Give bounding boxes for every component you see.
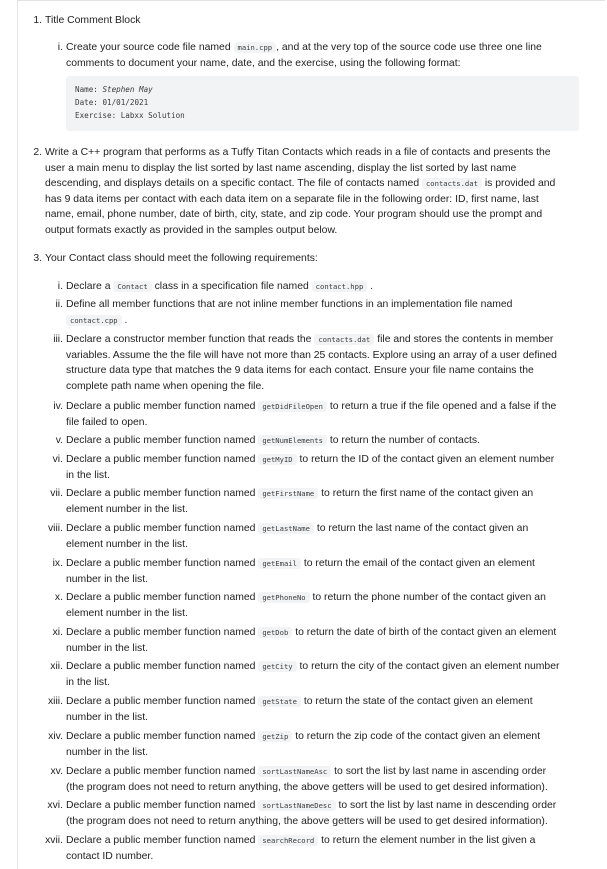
paragraph-line: Write a C++ program that performs as a Tuffy Titan Contacts which reads in a file of contacts and presents the bbox=[45, 147, 551, 158]
code-line-name: Name: Stephen May bbox=[75, 85, 153, 94]
inline-code: sortLastNameAsc bbox=[258, 766, 331, 777]
item-text: comments to document your name, date, and the exercise, using the following format: bbox=[66, 57, 461, 69]
requirement-item: xv. Declare a public member function named sortLastNameAsc to sort the list by last name in ascending order (the program does not need to return anything, the above getters will be used to get desired information). bbox=[50, 766, 548, 793]
inline-code: getPhoneNo bbox=[258, 592, 309, 603]
item-numeral: xiv. bbox=[48, 731, 63, 742]
requirement-item: xii. Declare a public member function named getCity to return the city of the contact given an element number in the list. bbox=[50, 661, 560, 688]
requirement-item: vii. Declare a public member function named getFirstName to return the first name of the contact given an element number in the list. bbox=[50, 488, 534, 515]
section-1-number: 1. bbox=[33, 15, 42, 26]
inline-code: getMyID bbox=[258, 454, 296, 465]
inline-code: getDidFileOpen bbox=[258, 401, 327, 412]
inline-code: searchRecord bbox=[258, 835, 318, 846]
inline-code: contact.cpp bbox=[66, 315, 122, 326]
item-numeral: ix. bbox=[52, 558, 63, 569]
item-numeral: xii. bbox=[50, 661, 63, 672]
inline-code: Contact bbox=[113, 281, 151, 292]
item-numeral: viii. bbox=[47, 523, 63, 534]
item-numeral: ii. bbox=[55, 299, 63, 310]
inline-code: main.cpp bbox=[234, 42, 277, 53]
item-text: , and at the very top of the source code use three one line bbox=[276, 42, 542, 53]
item-numeral: i. bbox=[57, 281, 63, 292]
paragraph-line: name, email, phone number, date of birth, city, state, and zip code. Your program should use the prompt and bbox=[45, 209, 543, 220]
item-numeral: xv. bbox=[50, 766, 63, 777]
item-numeral: xiii. bbox=[47, 696, 63, 707]
requirement-item: x. Declare a public member function named getPhoneNo to return the phone number of the contact given an element number in the list. bbox=[54, 592, 546, 619]
paragraph-line: output formats exactly as provided in the samples output below. bbox=[45, 224, 338, 236]
inline-code: getCity bbox=[258, 661, 296, 672]
section-1-item-i bbox=[57, 40, 586, 71]
code-line-exercise: Exercise: Labxx Solution bbox=[75, 111, 185, 120]
section-3-title: Your Contact class should meet the following requirements: bbox=[45, 253, 318, 264]
paragraph-line: descending, and displays details on a specific contact. The file of contacts named contacts.dat is provided and bbox=[45, 178, 556, 189]
requirement-item: iv. Declare a public member function named getDidFileOpen to return a true if the file opened and a false if the file failed to open. bbox=[53, 401, 557, 428]
section-3 bbox=[33, 251, 318, 267]
requirement-item: ix. Declare a public member function named getEmail to return the email of the contact given an element number in the list. bbox=[52, 558, 535, 585]
requirement-item: iii. Declare a constructor member function that reads the contacts.dat file and stores the contents in member variables. Assume the the file will have not more than 25 contacts. Explore using an array of a user defined structure data type that matches the 9 data items for each contact. Ensure your file name contains the complete path name when opening the file. bbox=[53, 334, 557, 392]
item-text: Create your source code file named bbox=[66, 42, 231, 53]
inline-code: getZip bbox=[258, 731, 292, 742]
inline-code: getDob bbox=[258, 627, 292, 638]
item-numeral: x. bbox=[54, 592, 63, 603]
item-numeral: vii. bbox=[50, 488, 63, 499]
item-numeral: v. bbox=[55, 435, 63, 446]
item-numeral: vi. bbox=[52, 454, 63, 465]
inline-code: getFirstName bbox=[258, 488, 318, 499]
section-1 bbox=[33, 13, 141, 29]
inline-code: getNumElements bbox=[258, 435, 327, 446]
requirement-item: xvii. Declare a public member function named searchRecord to return the element number in the list given a contact ID number. bbox=[45, 835, 536, 862]
paragraph-line: has 9 data items per contact with each data item on a separate file in the following order: ID, first name, last bbox=[45, 193, 539, 205]
inline-code: contacts.dat bbox=[422, 178, 482, 189]
section-1-title: Title Comment Block bbox=[45, 15, 141, 26]
requirement-item: xvi. Declare a public member function named sortLastNameDesc to sort the list by last name in descending order (the program does not need to return anything, the above getters will be used to get desired information). bbox=[47, 800, 557, 827]
paragraph-line: user a main menu to display the list sorted by last name ascending, display the list sorted by last name bbox=[45, 162, 517, 174]
requirement-item: viii. Declare a public member function named getLastName to return the last name of the contact given an element number in the list. bbox=[47, 523, 529, 550]
inline-code: contacts.dat bbox=[314, 334, 374, 345]
requirement-item: xi. Declare a public member function named getDob to return the date of birth of the contact given an element number in the list. bbox=[52, 627, 557, 654]
item-numeral: xvi. bbox=[47, 800, 63, 811]
section-3-number: 3. bbox=[33, 253, 42, 264]
requirement-item: ii. Define all member functions that are not inline member functions in an implementation file named contact.cpp . bbox=[55, 299, 513, 326]
item-numeral: iv. bbox=[53, 401, 63, 412]
inline-code: getLastName bbox=[258, 523, 314, 534]
requirement-item: vi. Declare a public member function named getMyID to return the ID of the contact given an element number in the list. bbox=[52, 454, 555, 481]
requirement-item: v. Declare a public member function named getNumElements to return the number of contacts. bbox=[66, 433, 586, 449]
code-line-date: Date: 01/01/2021 bbox=[75, 98, 149, 107]
requirement-item: xiv. Declare a public member function named getZip to return the zip code of the contact given an element number in the list. bbox=[48, 731, 541, 758]
inline-code: contact.hpp bbox=[312, 281, 368, 292]
requirement-item: i. Declare a Contact class in a specification file named contact.hpp . bbox=[66, 279, 586, 295]
item-numeral: i. bbox=[57, 42, 63, 53]
item-numeral: iii. bbox=[53, 334, 63, 345]
section-2-number: 2. bbox=[33, 147, 42, 158]
requirement-item: xiii. Declare a public member function named getState to return the state of the contact given an element number in the list. bbox=[47, 696, 533, 723]
inline-code: getEmail bbox=[258, 558, 301, 569]
section-2 bbox=[33, 145, 585, 238]
inline-code: sortLastNameDesc bbox=[258, 800, 335, 811]
item-numeral: xvii. bbox=[45, 835, 63, 846]
inline-code: getState bbox=[258, 696, 301, 707]
item-numeral: xi. bbox=[52, 627, 63, 638]
code-block bbox=[66, 76, 579, 131]
